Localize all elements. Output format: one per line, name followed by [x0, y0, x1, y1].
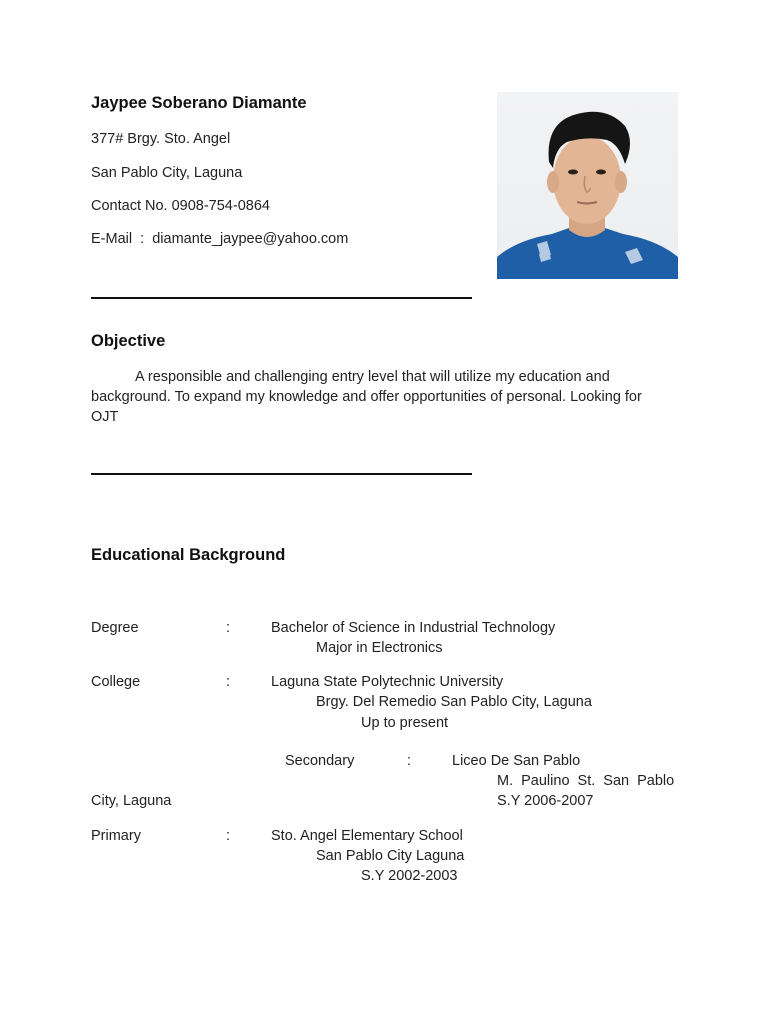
objective-text: [91, 367, 671, 427]
degree-title: Bachelor of Science in Industrial Technology: [271, 620, 556, 636]
address-line-1: 377# Brgy. Sto. Angel: [91, 131, 231, 147]
portrait-icon: [497, 92, 678, 279]
profile-photo: [497, 92, 678, 279]
colon: :: [407, 753, 412, 769]
education-heading: Educational Background: [91, 546, 286, 564]
degree-major: Major in Electronics: [316, 640, 443, 656]
secondary-label: Secondary: [285, 753, 355, 769]
secondary-address: M. Paulino St. San Pablo: [497, 773, 675, 789]
primary-school: Sto. Angel Elementary School: [271, 828, 463, 844]
secondary-address-wrap: City, Laguna: [91, 793, 172, 809]
colon: :: [226, 620, 231, 636]
college-label: College: [91, 674, 141, 690]
colon: :: [226, 828, 231, 844]
primary-period: S.Y 2002-2003: [361, 868, 458, 884]
address-line-2: San Pablo City, Laguna: [91, 165, 243, 181]
divider: [91, 473, 472, 475]
degree-label: Degree: [91, 620, 139, 636]
primary-label: Primary: [91, 828, 141, 844]
objective-body: A responsible and challenging entry level that will utilize my education and background. To expand my knowledge and offer opportunities of personal. Looking for OJT: [91, 369, 642, 425]
college-name: Laguna State Polytechnic University: [271, 674, 504, 690]
objective-heading: Objective: [91, 332, 166, 350]
college-address: Brgy. Del Remedio San Pablo City, Laguna: [316, 694, 592, 710]
secondary-period: S.Y 2006-2007: [497, 793, 594, 809]
email-address: E-Mail : diamante_jaypee@yahoo.com: [91, 231, 349, 247]
college-period: Up to present: [361, 715, 449, 731]
colon: :: [226, 674, 231, 690]
secondary-school: Liceo De San Pablo: [452, 753, 581, 769]
primary-address: San Pablo City Laguna: [316, 848, 465, 864]
applicant-name: Jaypee Soberano Diamante: [91, 94, 307, 112]
divider: [91, 297, 472, 299]
contact-number: Contact No. 0908-754-0864: [91, 198, 270, 214]
